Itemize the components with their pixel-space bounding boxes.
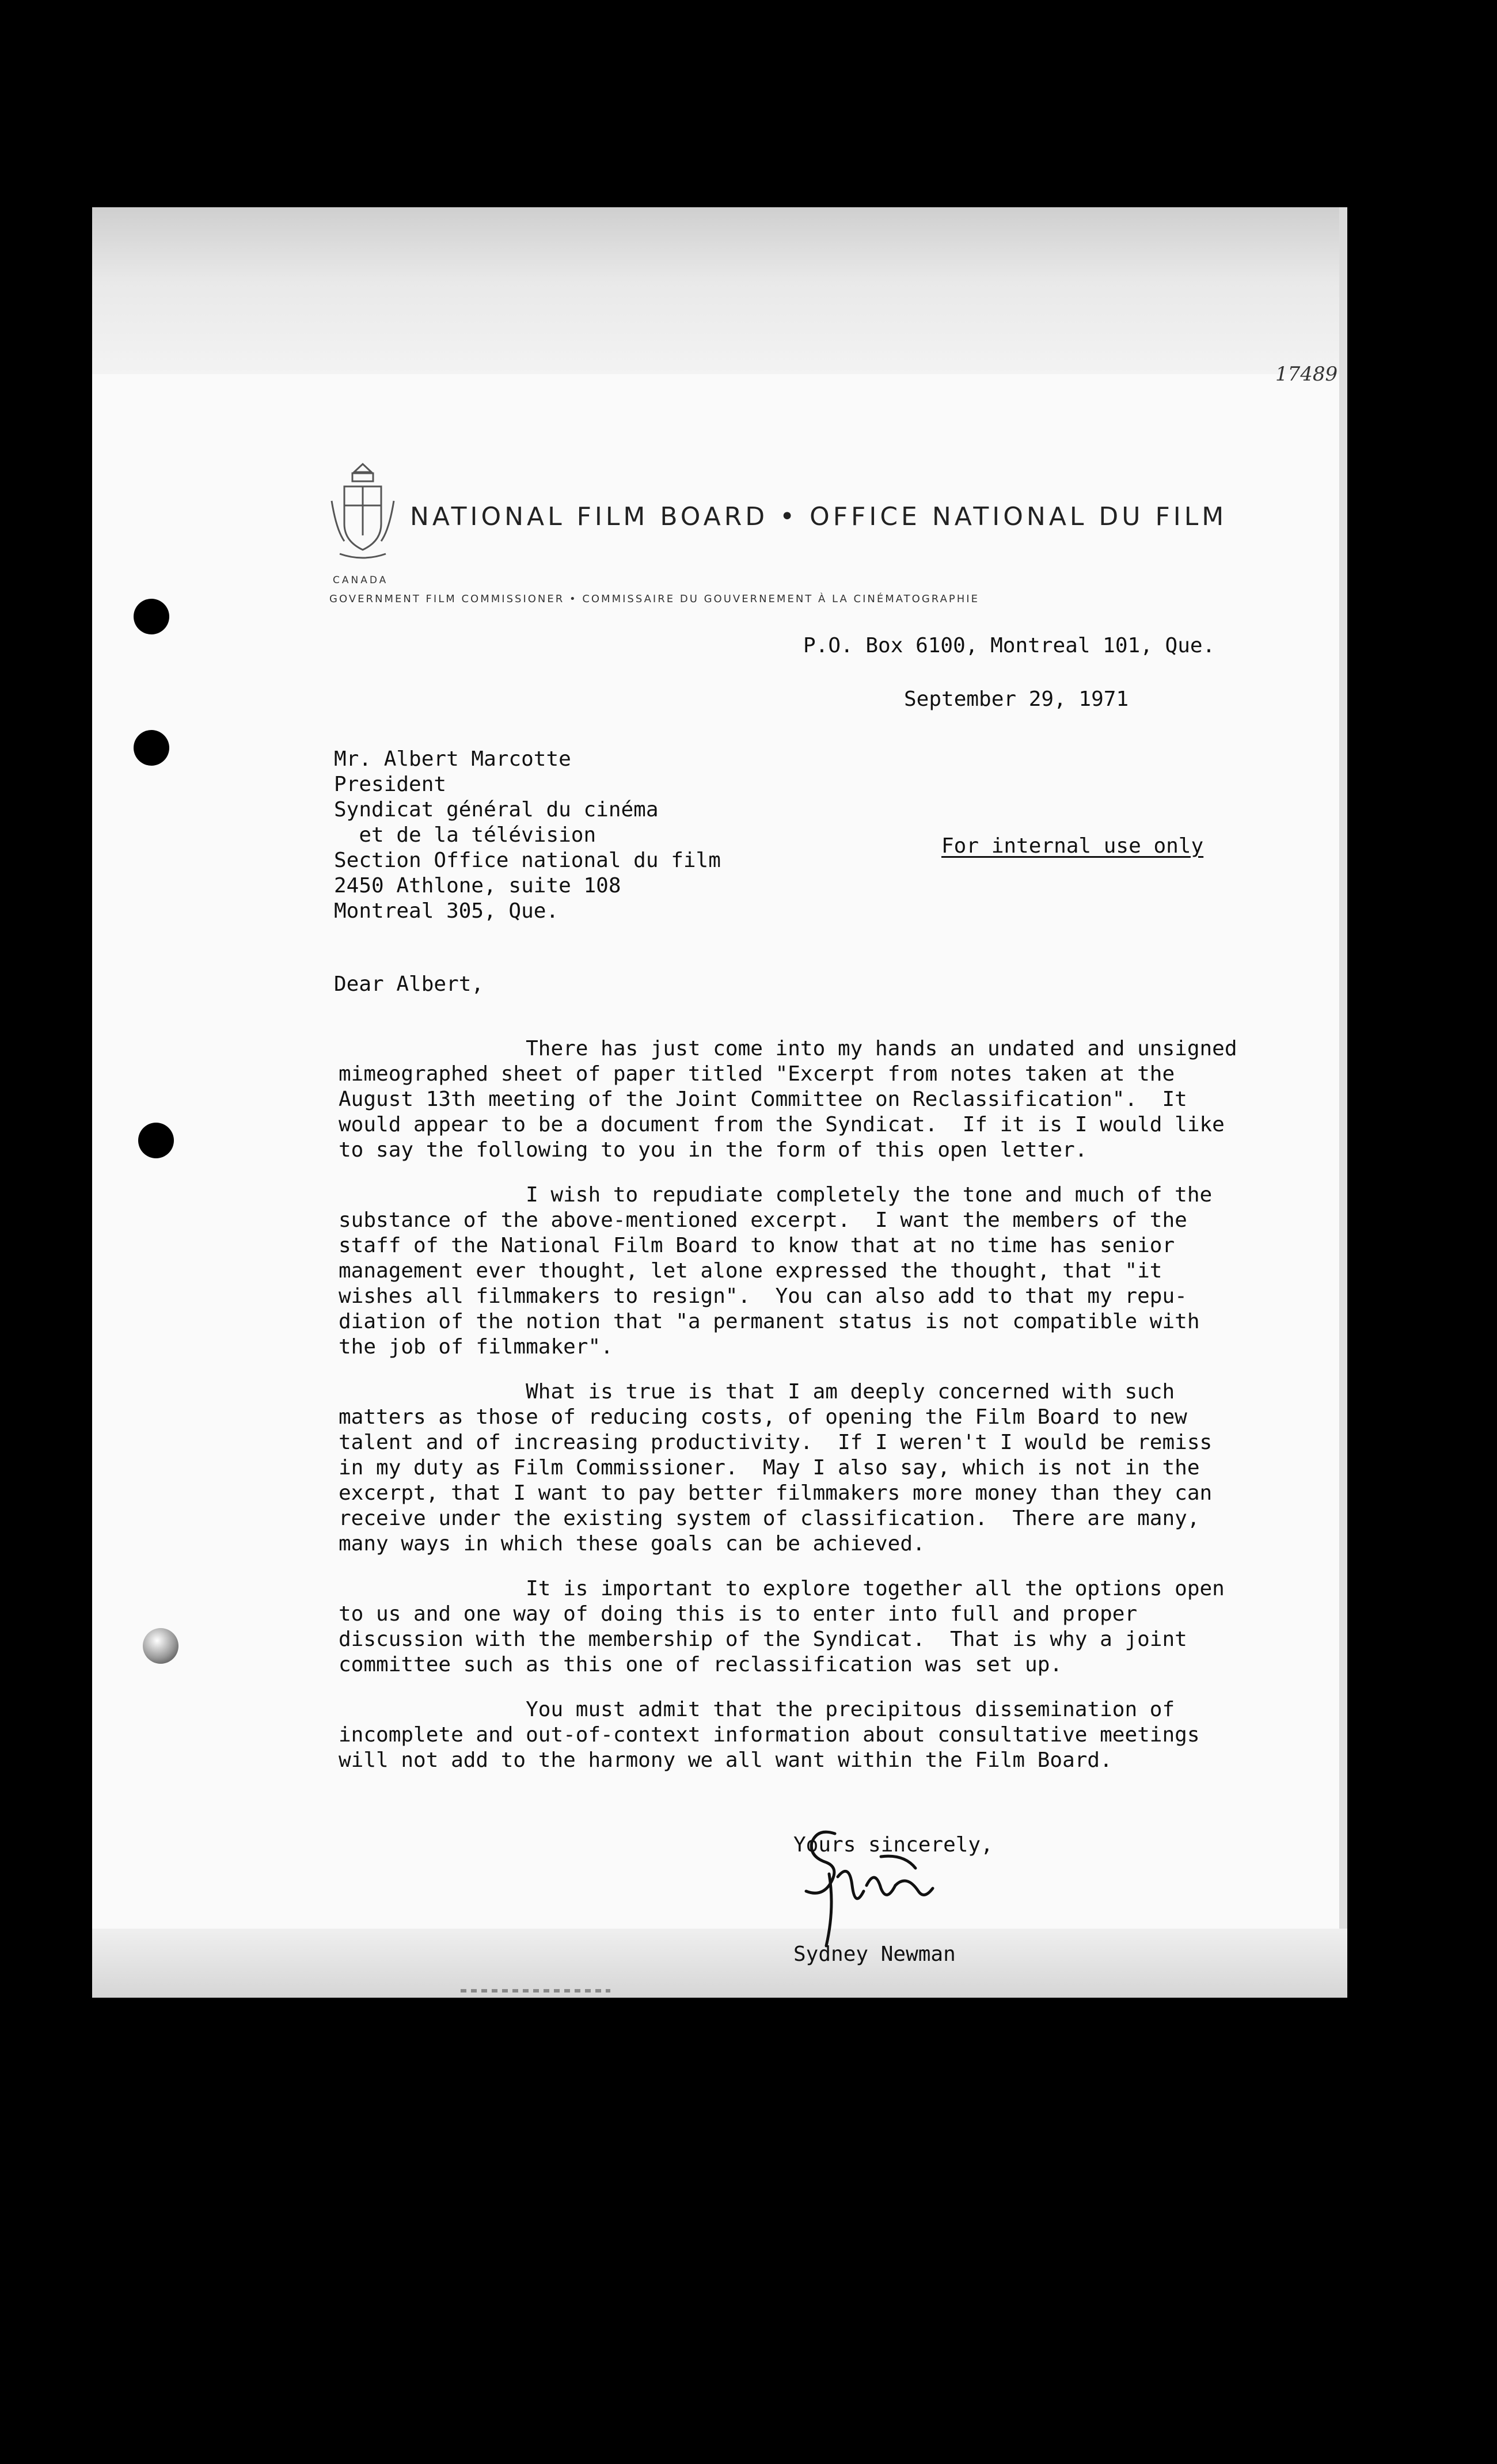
body-line: the job of filmmaker". bbox=[339, 1335, 613, 1359]
photocopy-top-edge bbox=[92, 207, 1347, 374]
punch-hole bbox=[143, 1628, 178, 1664]
body-line: would appear to be a document from the Syndicat. If it is I would like bbox=[339, 1113, 1225, 1136]
body-line: receive under the existing system of classification. There are many, bbox=[339, 1507, 1200, 1530]
canada-crest-icon bbox=[328, 461, 397, 564]
body-line: August 13th meeting of the Joint Committee on Reclassification". It bbox=[339, 1087, 1187, 1111]
body-line: excerpt, that I want to pay better filmmakers more money than they can bbox=[339, 1481, 1213, 1505]
closing: Yours sincerely, bbox=[793, 1833, 993, 1857]
punch-hole bbox=[134, 730, 169, 766]
recipient-line: Mr. Albert Marcotte bbox=[334, 747, 571, 771]
body-line: You must admit that the precipitous dissemination of bbox=[339, 1698, 1175, 1721]
body-line: There has just come into my hands an undated and unsigned bbox=[339, 1037, 1237, 1060]
body-line: It is important to explore together all the options open bbox=[339, 1577, 1225, 1600]
body-line: committee such as this one of reclassification was set up. bbox=[339, 1653, 1063, 1676]
body-line: matters as those of reducing costs, of opening the Film Board to new bbox=[339, 1405, 1187, 1429]
scan-artifact bbox=[461, 1989, 610, 1993]
recipient-line: Syndicat général du cinéma bbox=[334, 798, 659, 822]
body-line: wishes all filmmakers to resign". You can also add to that my repu- bbox=[339, 1284, 1187, 1308]
letterhead-org-name: NATIONAL FILM BOARD • OFFICE NATIONAL DU FILM bbox=[410, 502, 1228, 531]
reference-number: 17489 bbox=[1275, 363, 1338, 386]
body-line: talent and of increasing productivity. If I weren't I would be remiss bbox=[339, 1431, 1213, 1454]
body-line: many ways in which these goals can be achieved. bbox=[339, 1532, 925, 1556]
handwritten-signature bbox=[795, 1822, 944, 1955]
body-line: I wish to repudiate completely the tone and much of the bbox=[339, 1183, 1213, 1207]
body-line: discussion with the membership of the Syndicat. That is why a joint bbox=[339, 1628, 1187, 1651]
photocopy-right-edge bbox=[1339, 207, 1347, 1957]
punch-hole bbox=[138, 1123, 174, 1158]
body-line: will not add to the harmony we all want within the Film Board. bbox=[339, 1748, 1112, 1772]
body-line: diation of the notion that "a permanent status is not compatible with bbox=[339, 1310, 1200, 1333]
recipient-line: 2450 Athlone, suite 108 bbox=[334, 874, 621, 898]
recipient-line: Section Office national du film bbox=[334, 849, 721, 872]
signer-name: Sydney Newman bbox=[793, 1942, 956, 1966]
body-line: to say the following to you in the form of this open letter. bbox=[339, 1138, 1088, 1162]
letter-date: September 29, 1971 bbox=[904, 687, 1129, 711]
letterhead-country: CANADA bbox=[333, 575, 389, 586]
letterhead-sub-line: GOVERNMENT FILM COMMISSIONER • COMMISSAIRE DU GOUVERNEMENT À LA CINÉMATOGRAPHIE bbox=[329, 593, 979, 605]
body-line: mimeographed sheet of paper titled "Excerpt from notes taken at the bbox=[339, 1062, 1175, 1086]
recipient-line: President bbox=[334, 773, 447, 796]
body-line: to us and one way of doing this is to enter into full and proper bbox=[339, 1602, 1138, 1626]
body-line: What is true is that I am deeply concerned with such bbox=[339, 1380, 1175, 1404]
internal-use-note: For internal use only bbox=[941, 834, 1204, 858]
body-line: management ever thought, let alone expressed the thought, that "it bbox=[339, 1259, 1162, 1283]
body-line: substance of the above-mentioned excerpt. I want the members of the bbox=[339, 1208, 1187, 1232]
body-line: staff of the National Film Board to know that at no time has senior bbox=[339, 1234, 1175, 1257]
sender-address: P.O. Box 6100, Montreal 101, Que. bbox=[803, 634, 1215, 657]
body-line: in my duty as Film Commissioner. May I also say, which is not in the bbox=[339, 1456, 1200, 1480]
salutation: Dear Albert, bbox=[334, 972, 484, 996]
body-line: incomplete and out-of-context information about consultative meetings bbox=[339, 1723, 1200, 1747]
punch-hole bbox=[134, 599, 169, 634]
photocopy-bottom-edge bbox=[92, 1929, 1347, 1998]
recipient-line: Montreal 305, Que. bbox=[334, 899, 559, 923]
recipient-line: et de la télévision bbox=[334, 823, 596, 847]
